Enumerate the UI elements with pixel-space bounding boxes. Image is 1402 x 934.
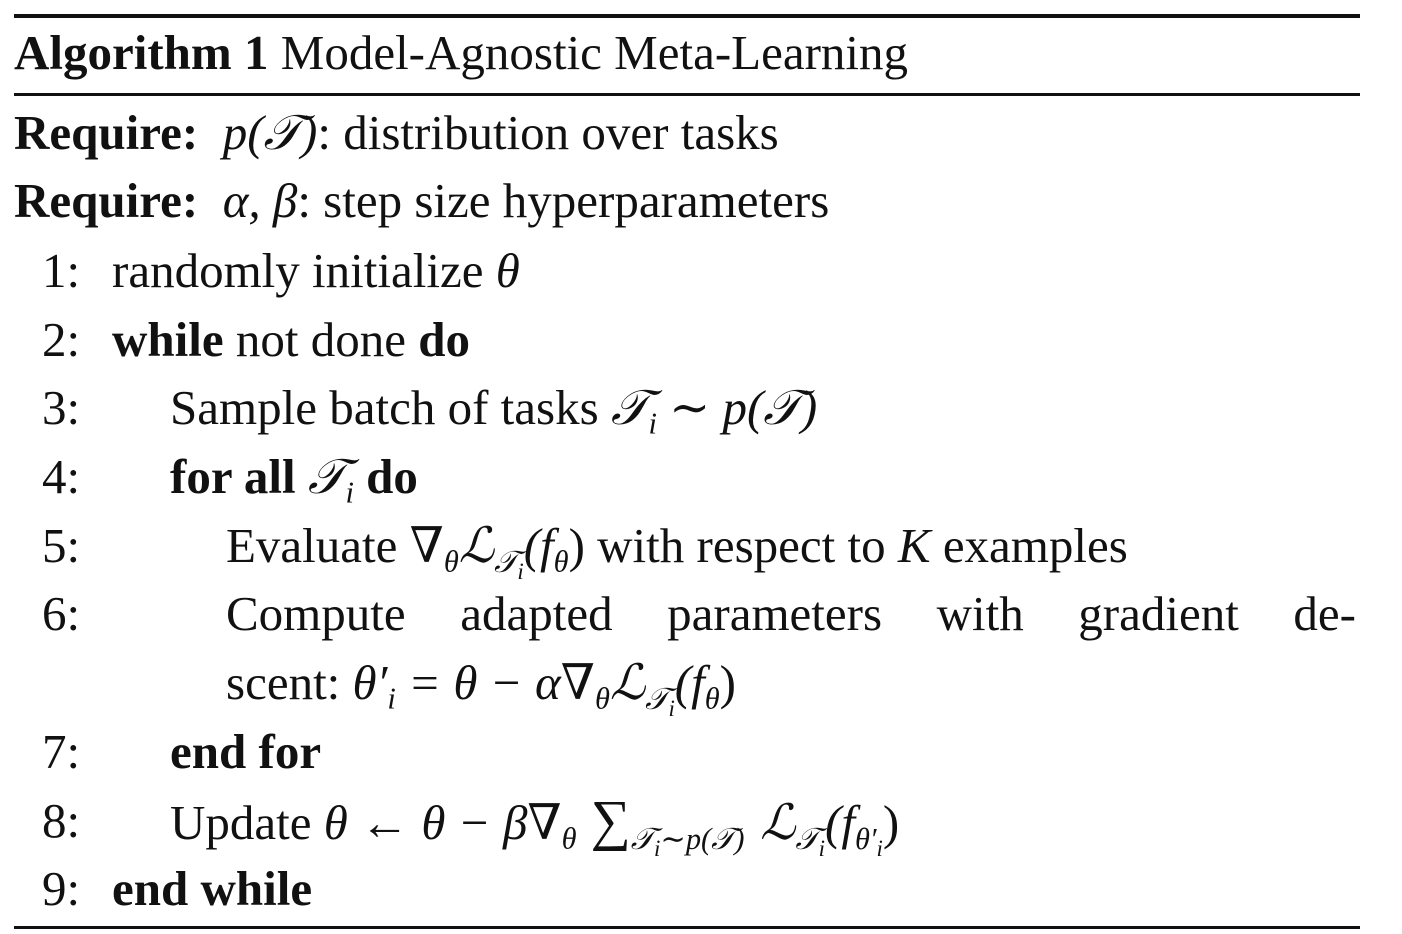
loss-task-index: i xyxy=(818,835,825,861)
step-number: 4: xyxy=(42,449,81,504)
sum-subscript-rest: ∼p(𝒯) xyxy=(660,821,745,856)
word: with xyxy=(936,586,1024,641)
require-text: : step size hyperparameters xyxy=(297,173,830,228)
keyword-end-while: end while xyxy=(112,861,313,916)
sum-symbol: ∑ xyxy=(576,790,631,852)
step-text: not done xyxy=(223,312,419,367)
step-text: randomly initialize xyxy=(112,243,496,298)
update-math: θ ← θ − β∇ xyxy=(323,795,562,850)
step-math: ∼ p(𝒯) xyxy=(656,380,818,435)
adapted-theta: θ′ xyxy=(352,655,388,710)
function-close: ) xyxy=(719,655,736,710)
step-math: θ xyxy=(495,243,520,298)
step-number: 1: xyxy=(42,243,81,298)
step-8 xyxy=(170,790,900,861)
step-2 xyxy=(112,310,470,370)
keyword-end-for: end for xyxy=(170,724,322,779)
step-1 xyxy=(112,241,520,301)
loss-symbol: ℒ xyxy=(609,654,646,711)
step-text: scent: xyxy=(226,655,353,710)
step-9 xyxy=(112,859,312,919)
gradient-subscript: θ xyxy=(561,821,577,856)
loss-task-index: i xyxy=(517,558,524,584)
require-math: p(𝒯) xyxy=(222,105,318,160)
function-close: ) xyxy=(568,518,585,573)
sum-task-index: i xyxy=(654,835,661,861)
word: parameters xyxy=(667,586,883,641)
step-number: 6: xyxy=(42,586,81,641)
function-subscript-index: i xyxy=(876,835,883,861)
algorithm-label: Algorithm 1 xyxy=(14,25,269,80)
word: Compute xyxy=(226,586,406,641)
step-number: 5: xyxy=(42,518,81,573)
loss-task-subscript: 𝒯 xyxy=(795,821,819,857)
step-number: 3: xyxy=(42,380,81,435)
function-subscript: θ xyxy=(704,681,720,716)
function-args: (f xyxy=(825,795,855,850)
function-args: (f xyxy=(523,518,554,573)
keyword-do: do xyxy=(418,312,471,367)
word: gradient xyxy=(1078,586,1239,641)
gradient-subscript: θ xyxy=(594,681,610,716)
step-number: 8: xyxy=(42,793,81,848)
task-symbol: 𝒯 xyxy=(610,379,649,436)
task-index: i xyxy=(648,406,657,441)
function-args: (f xyxy=(674,655,705,710)
step-5 xyxy=(226,516,1128,584)
step-7 xyxy=(170,722,321,782)
require-line-2 xyxy=(14,171,829,231)
loss-task-subscript: 𝒯 xyxy=(494,544,518,580)
bottom-rule xyxy=(14,926,1360,929)
keyword-while: while xyxy=(112,312,224,367)
step-text: Evaluate ∇ xyxy=(226,518,444,573)
loss-symbol: ℒ xyxy=(458,517,495,574)
step-text: Sample batch of tasks xyxy=(170,380,611,435)
word: de- xyxy=(1293,586,1356,641)
require-math: α, β xyxy=(222,173,298,228)
function-subscript: θ′ xyxy=(854,821,877,856)
step-6-line-2 xyxy=(226,653,736,721)
adapted-theta-index: i xyxy=(387,681,396,716)
function-close: ) xyxy=(882,795,900,850)
loss-task-subscript: 𝒯 xyxy=(645,681,669,717)
function-subscript: θ xyxy=(553,544,569,579)
step-6-line-1 xyxy=(226,584,1356,644)
loss-task-index: i xyxy=(668,695,675,721)
task-symbol: 𝒯 xyxy=(307,448,346,505)
step-math: = θ − α∇ xyxy=(395,655,595,710)
loss-symbol: ℒ xyxy=(744,794,796,851)
step-number: 2: xyxy=(42,312,81,367)
task-index: i xyxy=(345,475,354,510)
require-keyword: Require: xyxy=(14,173,199,228)
gradient-subscript: θ xyxy=(443,544,459,579)
require-line-1 xyxy=(14,103,779,163)
step-text: with respect to xyxy=(584,518,898,573)
step-text: examples xyxy=(930,518,1128,573)
step-3 xyxy=(170,378,818,441)
keyword-for-all: for all xyxy=(170,449,296,504)
step-number: 7: xyxy=(42,724,81,779)
step-4 xyxy=(170,447,418,510)
header-rule xyxy=(14,93,1360,96)
sum-task-subscript: 𝒯 xyxy=(630,821,655,857)
algorithm-title xyxy=(14,20,908,86)
top-rule xyxy=(14,14,1360,18)
k-symbol: K xyxy=(897,518,931,573)
require-keyword: Require: xyxy=(14,105,199,160)
step-text: Update xyxy=(170,795,324,850)
word: adapted xyxy=(460,586,613,641)
require-text: : distribution over tasks xyxy=(317,105,779,160)
keyword-do: do xyxy=(366,449,418,504)
algorithm-name: Model-Agnostic Meta-Learning xyxy=(280,25,909,80)
step-number: 9: xyxy=(42,861,81,916)
